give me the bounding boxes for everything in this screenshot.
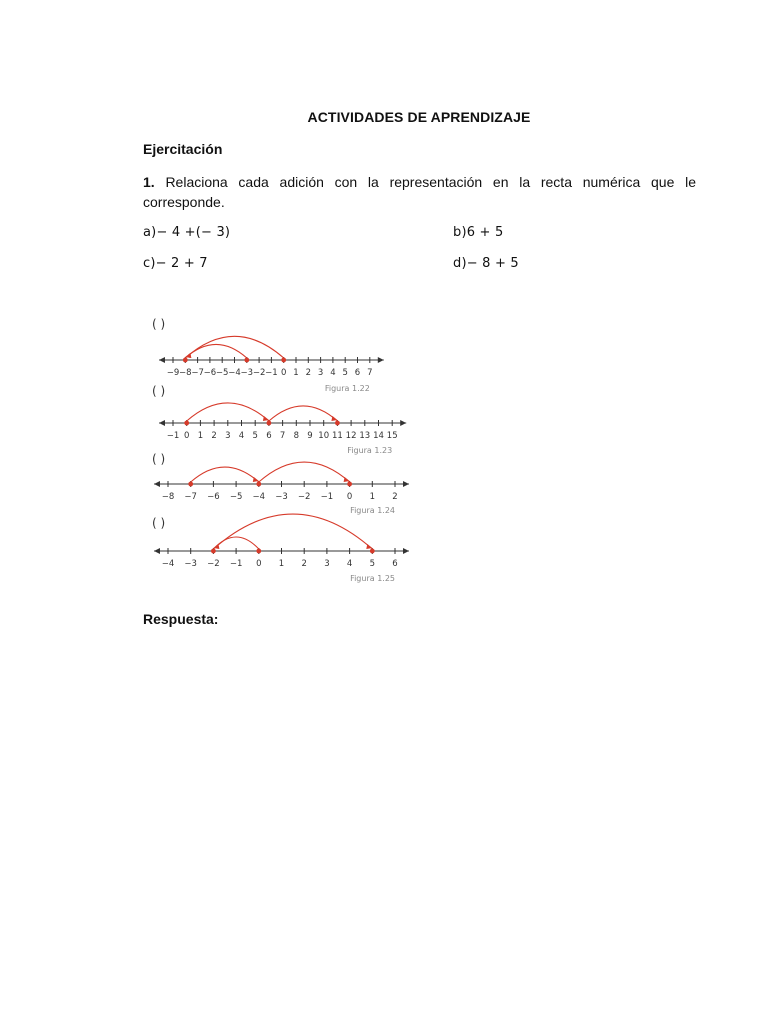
tick-label: 4 bbox=[238, 431, 245, 441]
tick-label: −1 bbox=[166, 431, 180, 441]
tick-label: 11 bbox=[331, 431, 343, 441]
option-b: b)6 + 5 bbox=[453, 225, 504, 240]
tick-label: −4 bbox=[161, 559, 175, 569]
tick-label: 4 bbox=[346, 559, 353, 569]
answer-blank: ( ) bbox=[152, 452, 166, 466]
tick-label: 12 bbox=[345, 431, 357, 441]
exercise-instruction: Relaciona cada adición con la representación en la recta numérica que le corresponde. bbox=[143, 174, 697, 210]
tick-label: −1 bbox=[265, 368, 278, 378]
axis-arrow-right bbox=[400, 420, 406, 426]
marked-point bbox=[183, 358, 188, 363]
section-heading: Ejercitación bbox=[143, 141, 223, 157]
tick-label: −6 bbox=[203, 368, 217, 378]
figure-caption: Figura 1.23 bbox=[347, 446, 393, 455]
answer-blank: ( ) bbox=[152, 384, 166, 398]
tick-label: 1 bbox=[197, 431, 204, 441]
tick-label: 3 bbox=[225, 431, 231, 441]
tick-label: −2 bbox=[252, 368, 266, 378]
tick-label: 7 bbox=[279, 431, 286, 441]
marked-point bbox=[370, 549, 375, 554]
tick-label: −3 bbox=[184, 559, 197, 569]
jump-arc bbox=[191, 467, 259, 482]
figure-caption: Figura 1.24 bbox=[350, 506, 395, 515]
tick-label: 3 bbox=[317, 368, 324, 378]
tick-label: 4 bbox=[330, 368, 336, 378]
marked-point bbox=[244, 358, 249, 363]
jump-arc bbox=[187, 403, 269, 421]
tick-label: 1 bbox=[278, 559, 285, 569]
tick-label: 13 bbox=[359, 431, 371, 441]
tick-label: −3 bbox=[275, 492, 288, 502]
tick-label: 2 bbox=[211, 431, 217, 441]
tick-label: 6 bbox=[354, 368, 361, 378]
tick-label: −7 bbox=[184, 492, 197, 502]
marked-point bbox=[281, 358, 286, 363]
tick-label: −1 bbox=[229, 559, 243, 569]
tick-label: 5 bbox=[252, 431, 258, 441]
marked-point bbox=[256, 482, 261, 487]
marked-point bbox=[184, 421, 189, 426]
tick-label: 6 bbox=[392, 559, 398, 569]
jump-arc bbox=[185, 336, 283, 358]
answer-blank: ( ) bbox=[152, 516, 166, 530]
tick-label: 5 bbox=[342, 368, 348, 378]
tick-label: −2 bbox=[207, 559, 220, 569]
tick-label: 3 bbox=[324, 559, 330, 569]
tick-label: 9 bbox=[307, 431, 313, 441]
tick-label: −5 bbox=[215, 368, 229, 378]
tick-label: 0 bbox=[346, 492, 353, 502]
tick-label: 2 bbox=[301, 559, 307, 569]
tick-label: −6 bbox=[207, 492, 220, 502]
number-line-figures bbox=[140, 312, 425, 592]
axis-arrow-left bbox=[159, 420, 165, 426]
tick-label: 6 bbox=[266, 431, 272, 441]
tick-label: 2 bbox=[305, 368, 312, 378]
tick-label: 7 bbox=[367, 368, 373, 378]
exercise-statement bbox=[143, 172, 696, 212]
axis-arrow-left bbox=[154, 548, 160, 554]
tick-label: 2 bbox=[392, 492, 398, 502]
tick-label: −8 bbox=[161, 492, 175, 502]
jump-arc bbox=[259, 462, 350, 482]
axis-arrow-right bbox=[403, 548, 409, 554]
marked-point bbox=[347, 482, 352, 487]
axis-arrow-right bbox=[403, 481, 409, 487]
tick-label: −2 bbox=[297, 492, 311, 502]
figure-caption: Figura 1.25 bbox=[350, 574, 395, 583]
tick-label: −5 bbox=[229, 492, 243, 502]
document-title: ACTIVIDADES DE APRENDIZAJE bbox=[307, 109, 531, 125]
jump-arc bbox=[185, 344, 247, 358]
axis-arrow-right bbox=[378, 357, 384, 363]
tick-label: −4 bbox=[252, 492, 266, 502]
jump-arc bbox=[213, 514, 372, 549]
tick-label: 10 bbox=[318, 431, 330, 441]
tick-label: 0 bbox=[280, 368, 287, 378]
tick-label: −7 bbox=[191, 368, 204, 378]
axis-arrow-left bbox=[154, 481, 160, 487]
marked-point bbox=[188, 482, 193, 487]
tick-label: 5 bbox=[369, 559, 376, 569]
tick-label: −9 bbox=[166, 368, 180, 378]
tick-label: −8 bbox=[179, 368, 192, 378]
answer-blank: ( ) bbox=[152, 317, 166, 331]
jump-arc bbox=[269, 406, 338, 421]
option-c: c)− 2 + 7 bbox=[143, 256, 208, 271]
tick-label: −1 bbox=[320, 492, 334, 502]
axis-arrow-left bbox=[159, 357, 165, 363]
tick-label: −3 bbox=[240, 368, 254, 378]
option-a: a)− 4 +(− 3) bbox=[143, 225, 231, 240]
tick-label: 15 bbox=[386, 431, 398, 441]
exercise-number: 1. bbox=[143, 174, 155, 190]
tick-label: 0 bbox=[183, 431, 190, 441]
marked-point bbox=[267, 421, 272, 426]
marked-point bbox=[335, 421, 340, 426]
marked-point bbox=[256, 549, 261, 554]
tick-label: 8 bbox=[293, 431, 300, 441]
option-d: d)− 8 + 5 bbox=[453, 256, 519, 271]
answer-heading: Respuesta: bbox=[143, 611, 219, 627]
tick-label: 1 bbox=[369, 492, 376, 502]
tick-label: 1 bbox=[293, 368, 299, 378]
tick-label: −4 bbox=[228, 368, 241, 378]
tick-label: 14 bbox=[373, 431, 384, 441]
marked-point bbox=[211, 549, 216, 554]
tick-label: 0 bbox=[256, 559, 262, 569]
number-line-figures-svg bbox=[140, 312, 425, 592]
figure-caption: Figura 1.22 bbox=[324, 384, 370, 393]
